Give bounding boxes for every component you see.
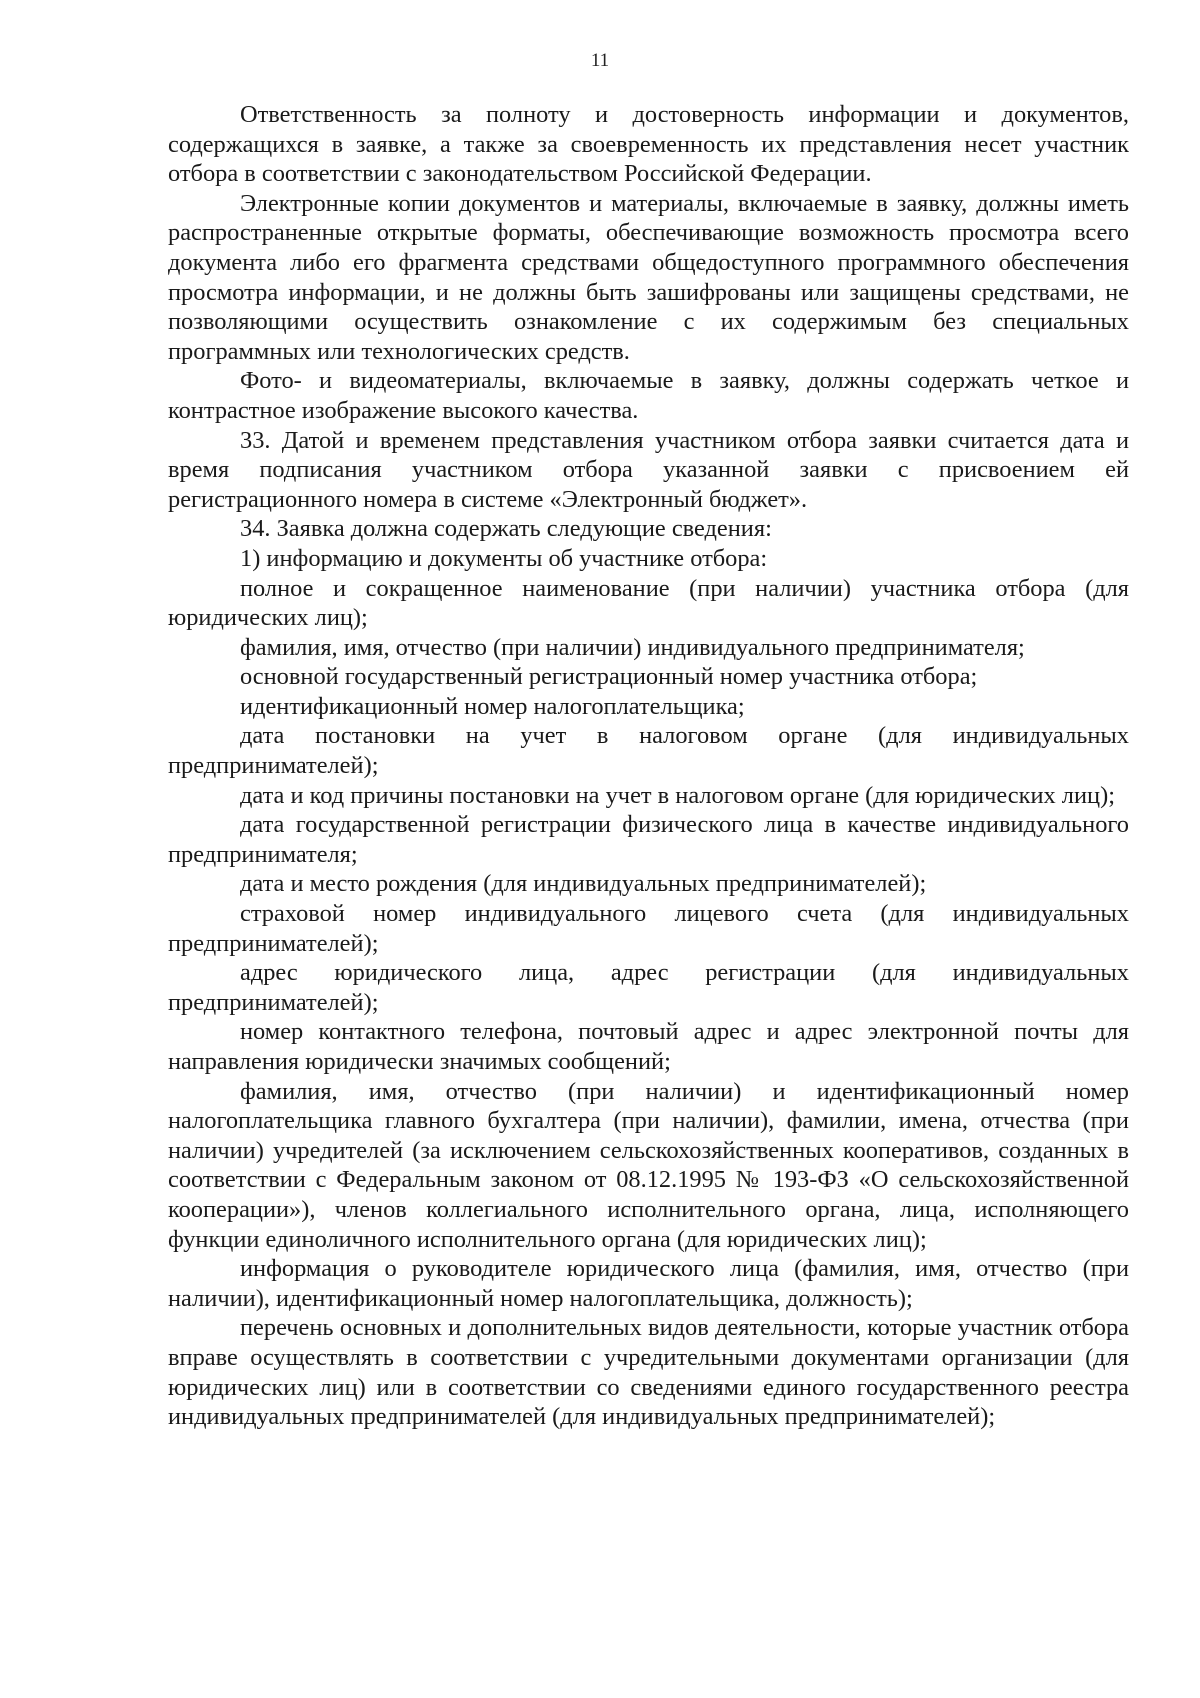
- paragraph: Фото- и видеоматериалы, включаемые в заявку, должны содержать четкое и контрастное изображение высокого качества.: [168, 367, 1129, 424]
- paragraph: дата и код причины постановки на учет в налоговом органе (для юридических лиц);: [240, 781, 1115, 809]
- paragraph: дата и место рождения (для индивидуальных предпринимателей);: [240, 870, 927, 898]
- document-body: [168, 100, 1129, 1432]
- paragraph: идентификационный номер налогоплательщика;: [240, 692, 745, 720]
- paragraph: дата постановки на учет в налоговом органе (для индивидуальных предпринимателей);: [168, 722, 1129, 780]
- paragraph: основной государственный регистрационный номер участника отбора;: [240, 663, 978, 691]
- paragraph: страховой номер индивидуального лицевого счета (для индивидуальных предпринимателей);: [168, 900, 1129, 957]
- paragraph: фамилия, имя, отчество (при наличии) и идентификационный номер налогоплательщика главного бухгалтера (при наличии), фамилии, имена, отчества (при наличии) учредителей (за исключением сельскохозяйственных кооперативов, созданных в соответствии с Федеральным законом от 08.12.1995 № 193-ФЗ «О сельскохозяйственной кооперации»), членов коллегиального исполнительного органа, лица, исполняющего функции единоличного исполнительного органа (для юридических лиц);: [168, 1077, 1129, 1253]
- paragraph: 34. Заявка должна содержать следующие сведения:: [240, 515, 772, 543]
- paragraph: дата государственной регистрации физического лица в качестве индивидуального предпринимателя;: [168, 811, 1129, 868]
- paragraph: 1) информацию и документы об участнике отбора:: [240, 544, 768, 572]
- paragraph: фамилия, имя, отчество (при наличии) индивидуального предпринимателя;: [240, 633, 1025, 661]
- paragraph: полное и сокращенное наименование (при наличии) участника отбора (для юридических лиц);: [168, 574, 1129, 632]
- paragraph: информация о руководителе юридического лица (фамилия, имя, отчество (при наличии), идентификационный номер налогоплательщика, должность);: [168, 1255, 1129, 1312]
- paragraph: номер контактного телефона, почтовый адрес и адрес электронной почты для направления юридически значимых сообщений;: [168, 1018, 1129, 1075]
- paragraph: Ответственность за полноту и достоверность информации и документов, содержащихся в заявке, а также за своевременность их представления несет участник отбора в соответствии с законодательством Российской Федерации.: [168, 101, 1129, 188]
- paragraph: адрес юридического лица, адрес регистрации (для индивидуальных предпринимателей);: [168, 959, 1129, 1016]
- paragraph: перечень основных и дополнительных видов деятельности, которые участник отбора вправе осуществлять в соответствии с учредительными документами организации (для юридических лиц) или в соответствии со сведениями единого государственного реестра индивидуальных предпринимателей (для индивидуальных предпринимателей);: [168, 1314, 1129, 1431]
- page-number: 11: [590, 50, 610, 71]
- paragraph: 33. Датой и временем представления участником отбора заявки считается дата и время подписания участником отбора указанной заявки с присвоением ей регистрационного номера в системе «Электронный бюджет».: [168, 426, 1129, 513]
- paragraph: Электронные копии документов и материалы, включаемые в заявку, должны иметь распространенные открытые форматы, обеспечивающие возможность просмотра всего документа либо его фрагмента средствами общедоступного программного обеспечения просмотра информации, и не должны быть зашифрованы или защищены средствами, не позволяющими осуществить ознакомление с их содержимым без специальных программных или технологических средств.: [168, 189, 1129, 365]
